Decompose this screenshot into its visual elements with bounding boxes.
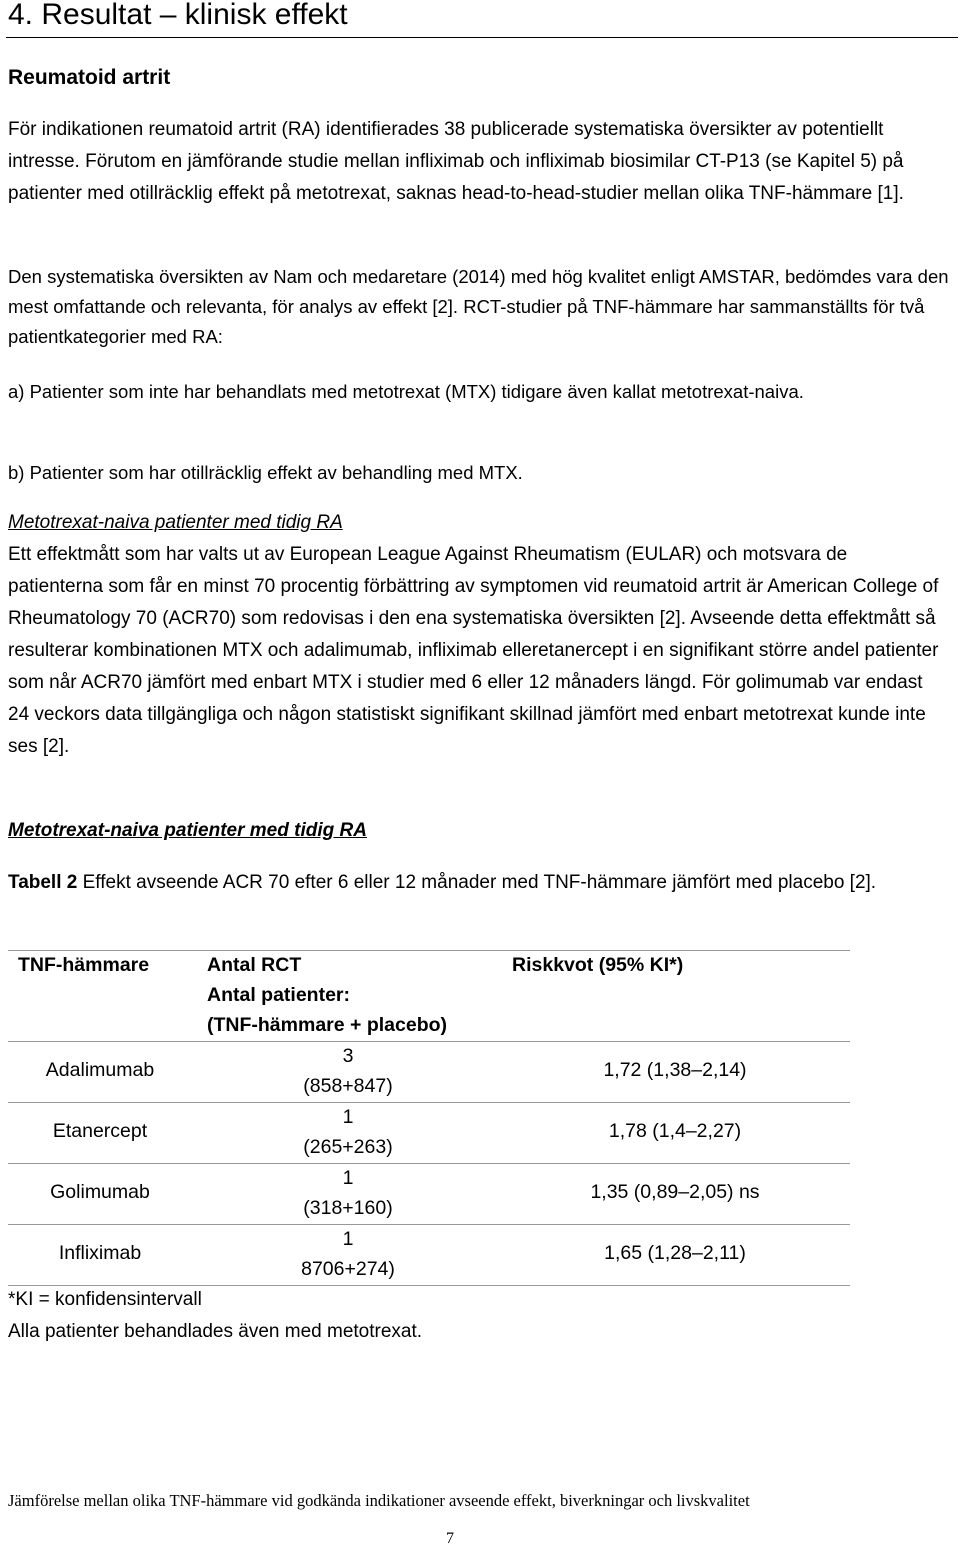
table-caption-label: Tabell 2 (8, 872, 78, 893)
table-cell-rct: 1 (342, 1167, 354, 1189)
table-cell-risk: 1,65 (1,28–2,11) (604, 1242, 746, 1264)
subheading-mtx-naive (8, 507, 953, 539)
table-caption (8, 867, 928, 899)
page-number: 7 (446, 1530, 454, 1547)
table-cell-drug: Etanercept (52, 1120, 148, 1142)
table-header-rule (8, 1041, 850, 1042)
paragraph-review: Den systematiska översikten av Nam och medaretare (2014) med hög kvalitet enligt AMSTAR, bedömdes vara den mest omfattande och relevanta, för analys av effekt [2]. RCT-studier på TNF-hämmare har sammanställts för två patientkategorier med RA: (8, 266, 949, 347)
table-caption-text: Effekt avseende ACR 70 efter 6 eller 12 månader med TNF-hämmare jämfört med placebo [2]. (77, 872, 877, 893)
subheading-mtx-naive-text: Metotrexat-naiva patienter med tidig RA (8, 512, 343, 533)
table-cell-patients: (265+263) (303, 1136, 393, 1158)
table-cell-drug: Adalimumab (45, 1059, 155, 1081)
table-cell-rct: 1 (342, 1106, 354, 1128)
table-cell-risk: 1,35 (0,89–2,05) ns (590, 1181, 760, 1203)
table-cell-drug: Golimumab (50, 1181, 150, 1203)
chapter-title: 4. Resultat – klinisk effekt (8, 0, 348, 31)
paragraph-intro: För indikationen reumatoid artrit (RA) identifierades 38 publicerade systematiska översikter av potentiellt intresse. Förutom en jämförande studie mellan infliximab och infliximab biosimilar CT-P13 (se Kapitel 5) på patienter med otillräcklig effekt på metotrexat, saknas head-to-head-studier mellan olika TNF-hämmare [1]. (8, 119, 904, 204)
table-cell-rct: 3 (342, 1045, 354, 1067)
subheading-mtx-naive-bold (8, 815, 953, 847)
paragraph-category-b: b) Patienter som har otillräcklig effekt av behandling med MTX. (8, 462, 523, 483)
table-bottom-rule (8, 1285, 850, 1286)
table-cell-patients: 8706+274) (301, 1258, 395, 1280)
table-header-patients: Antal patienter: (207, 984, 351, 1006)
table-header-rct: Antal RCT (207, 954, 302, 976)
paragraph-acr70: Ett effektmått som har valts ut av European League Against Rheumatism (EULAR) och motsvara de patienterna som får en minst 70 procentig förbättring av symptomen vid reumatoid artrit är American College of Rheumatology 70 (ACR70) som redovisas i den ena systematiska översikten [2]. Avseende detta effektmått så resulterar kombinationen MTX och adalimumab, infliximab elleretanercept i en signifikant större andel patienter som når ACR70 jämfört med enbart MTX i studier med 6 eller 12 månaders längd. För golimumab var endast 24 veckors data tillgängliga och någon statistiskt signifikant skillnad jämfört med enbart metotrexat kunde inte ses [2]. (8, 544, 939, 757)
chapter-rule (6, 37, 958, 38)
table-header-risk: Riskkvot (95% KI*) (512, 954, 684, 976)
table-row-rule-1 (8, 1102, 850, 1103)
table-cell-patients: (318+160) (303, 1197, 393, 1219)
paragraph-category-a: a) Patienter som inte har behandlats med metotrexat (MTX) tidigare även kallat metotrexat-naiva. (8, 381, 804, 402)
section-title: Reumatoid artrit (8, 66, 171, 89)
table-footnote-mtx: Alla patienter behandlades även med metotrexat. (8, 1321, 423, 1342)
table-cell-risk: 1,78 (1,4–2,27) (608, 1120, 742, 1142)
running-footer: Jämförelse mellan olika TNF-hämmare vid godkända indikationer avseende effekt, biverkningar och livskvalitet (8, 1491, 750, 1510)
table-row-rule-2 (8, 1163, 850, 1164)
table-header-patients-detail: (TNF-hämmare + placebo) (207, 1014, 448, 1036)
table-top-rule (8, 950, 850, 951)
table-footnote-ci: *KI = konfidensintervall (8, 1289, 202, 1310)
table-cell-patients: (858+847) (303, 1075, 393, 1097)
table-header-drug: TNF-hämmare (18, 954, 150, 976)
table-row-rule-3 (8, 1224, 850, 1225)
table-cell-rct: 1 (342, 1228, 354, 1250)
subheading-mtx-naive-bold-text: Metotrexat-naiva patienter med tidig RA (8, 820, 367, 841)
table-cell-drug: Infliximab (58, 1242, 142, 1264)
table-cell-risk: 1,72 (1,38–2,14) (603, 1059, 747, 1081)
